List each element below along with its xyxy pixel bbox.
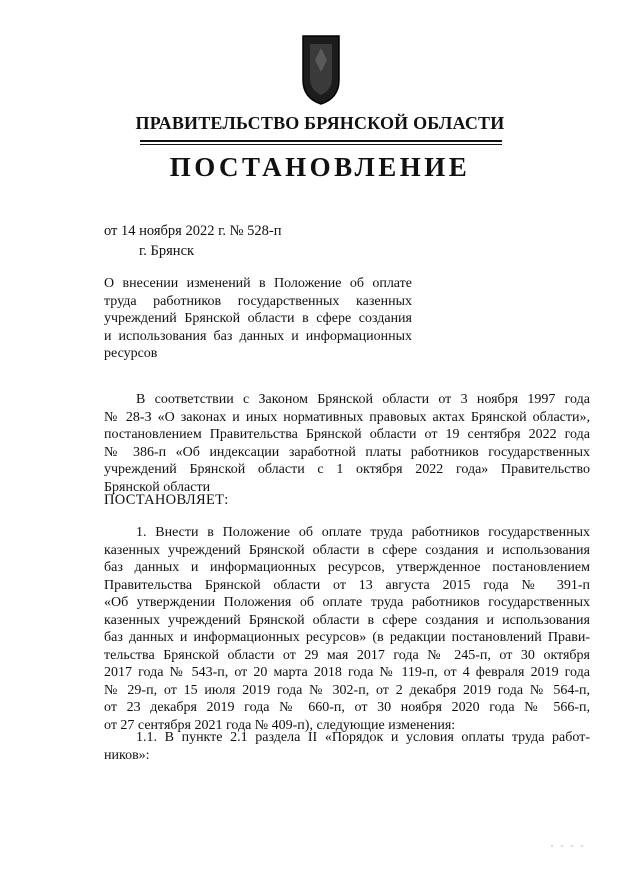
resolve-word: ПОСТАНОВЛЯЕТ: — [104, 492, 229, 508]
item-1-1-line: 1.1. В пункте 2.1 раздела II «Порядок и условия оплаты труда работ- — [136, 730, 590, 745]
government-title: ПРАВИТЕЛЬСТВО БРЯНСКОЙ ОБЛАСТИ — [135, 113, 505, 133]
preamble-paragraph — [104, 391, 590, 496]
header-rule — [140, 140, 502, 142]
item-1-line: от 23 декабря 2019 года № 660-п, от 30 ноября 2020 года № 566-п, — [104, 700, 590, 715]
item-1-1-paragraph — [104, 729, 590, 764]
item-1-line: Правительства Брянской области от 13 августа 2015 года № 391-п — [104, 577, 590, 593]
item-1-line: баз данных и информационных ресурсов, утвержденное постановлением — [104, 560, 590, 575]
preamble-line: № 28-З «О законах и иных нормативных правовых актах Брянской области», — [104, 409, 590, 425]
preamble-line: № 386-п «Об индексации заработной платы работников государственных — [104, 444, 590, 460]
preamble-line: Брянской области — [104, 479, 211, 495]
item-1-line: казенных учреждений Брянской области в сфере создания и использования — [104, 542, 590, 558]
header-rule-thin — [140, 144, 502, 145]
subject-line: и использования баз данных и информационных — [104, 328, 412, 344]
subject-line: ресурсов — [104, 346, 158, 361]
subject-line: труда работников государственных казенных — [104, 293, 412, 309]
item-1-line: баз данных и информационных ресурсов» (в редакции постановлений Прави- — [104, 630, 590, 645]
preamble-line: учреждений Брянской области с 1 октября 2022 года» Правительство — [104, 462, 590, 477]
document-date-number: от 14 ноября 2022 г. № 528-п — [104, 223, 282, 239]
document-subject — [104, 275, 412, 363]
document-type: ПОСТАНОВЛЕНИЕ — [169, 152, 471, 182]
item-1-line: казенных учреждений Брянской области в сфере создания и использования — [104, 612, 590, 628]
item-1-line: от 27 сентября 2021 года № 409-п), следующие изменения: — [104, 717, 456, 733]
subject-line: учреждений Брянской области в сфере создания — [104, 311, 412, 326]
item-1-line: 2017 года № 543-п, от 20 марта 2018 года № 119-п, от 4 февраля 2019 года — [104, 665, 590, 680]
preamble-line: В соответствии с Законом Брянской области от 3 ноября 1997 года — [136, 392, 590, 407]
item-1-line: «Об утверждении Положения об оплате труда работников государственных — [104, 595, 590, 610]
item-1-paragraph — [104, 524, 590, 734]
item-1-line: 1. Внести в Положение об оплате труда работников государственных — [136, 525, 590, 540]
item-1-line: тельства Брянской области от 29 мая 2017 года № 245-п, от 30 октября — [104, 647, 590, 663]
item-1-line: № 29-п, от 15 июля 2019 года № 302-п, от 2 декабря 2019 года № 564-п, — [104, 682, 590, 698]
item-1-1-line: ников»: — [104, 747, 150, 763]
preamble-line: постановлением Правительства Брянской области от 19 сентября 2022 года — [104, 427, 590, 442]
coat-of-arms-icon — [297, 30, 345, 108]
document-city: г. Брянск — [139, 243, 195, 259]
scan-artifact-dots — [548, 842, 588, 850]
subject-line: О внесении изменений в Положение об оплате — [104, 276, 412, 291]
